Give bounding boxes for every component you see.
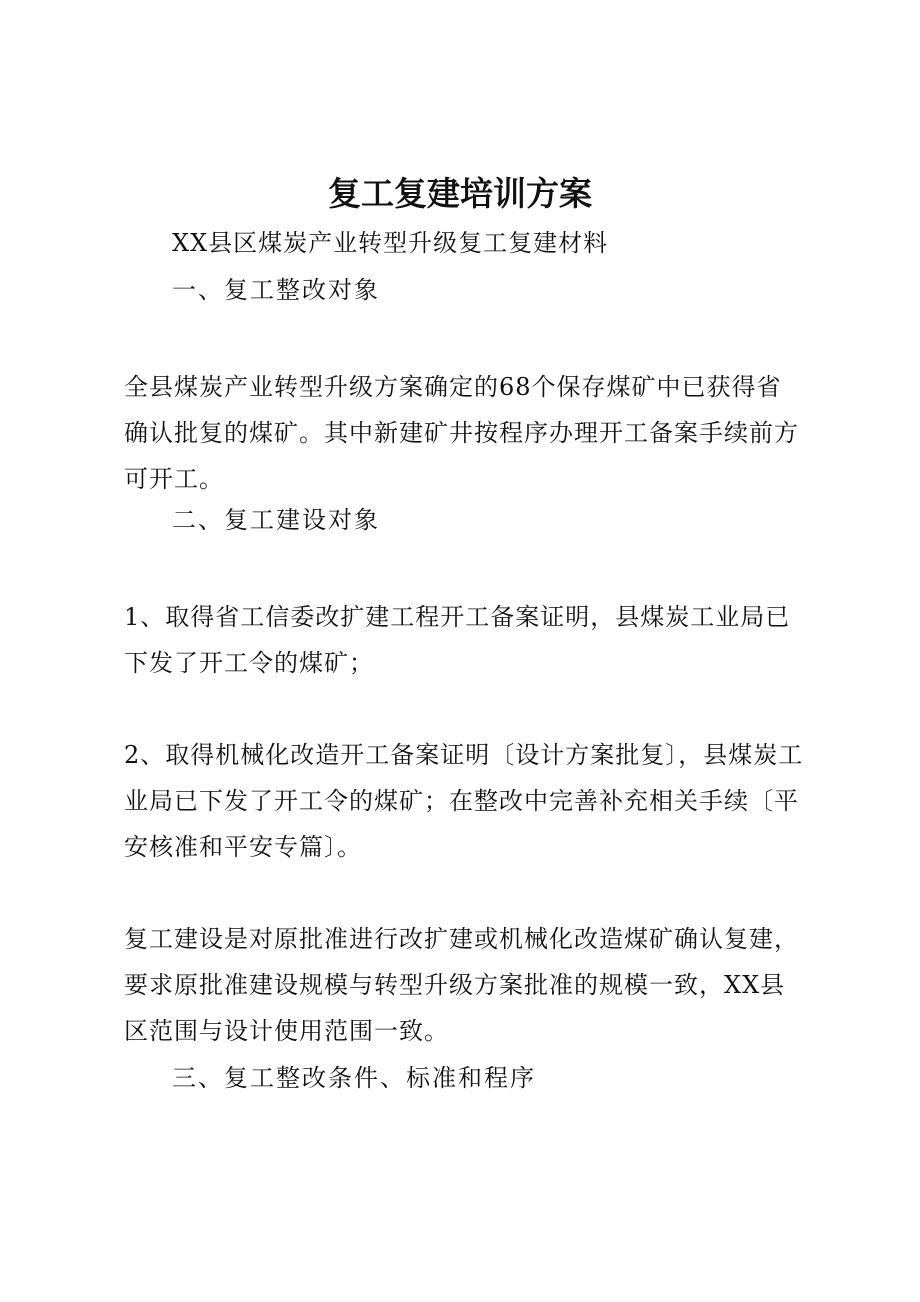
document-subtitle: XX县区煤炭产业转型升级复工复建材料 [172,229,609,257]
section-2-item-1: 1、取得省工信委改扩建工程开工备案证明，县煤炭工业局已下发了开工令的煤矿； [124,603,791,677]
section-heading-1: 一、复工整改对象 [172,276,380,304]
section-heading-2: 二、复工建设对象 [172,506,380,534]
section-1-paragraph: 全县煤炭产业转型升级方案确定的68个保存煤矿中已获得省确认批复的煤矿。其中新建矿井按程序办理开工备案手续前方可开工。 [124,373,799,493]
section-2-paragraph: 复工建设是对原批准进行改扩建或机械化改造煤矿确认复建，要求原批准建设规模与转型升级方案批准的规模一致，XX县区范围与设计使用范围一致。 [124,925,799,1045]
section-2-item-2: 2、取得机械化改造开工备案证明〔设计方案批复〕，县煤炭工业局已下发了开工令的煤矿；在整改中完善补充相关手续〔平安核准和平安专篇〕。 [124,741,804,861]
section-heading-3: 三、复工整改条件、标准和程序 [172,1064,536,1092]
document-title: 复工复建培训方案 [328,174,592,213]
